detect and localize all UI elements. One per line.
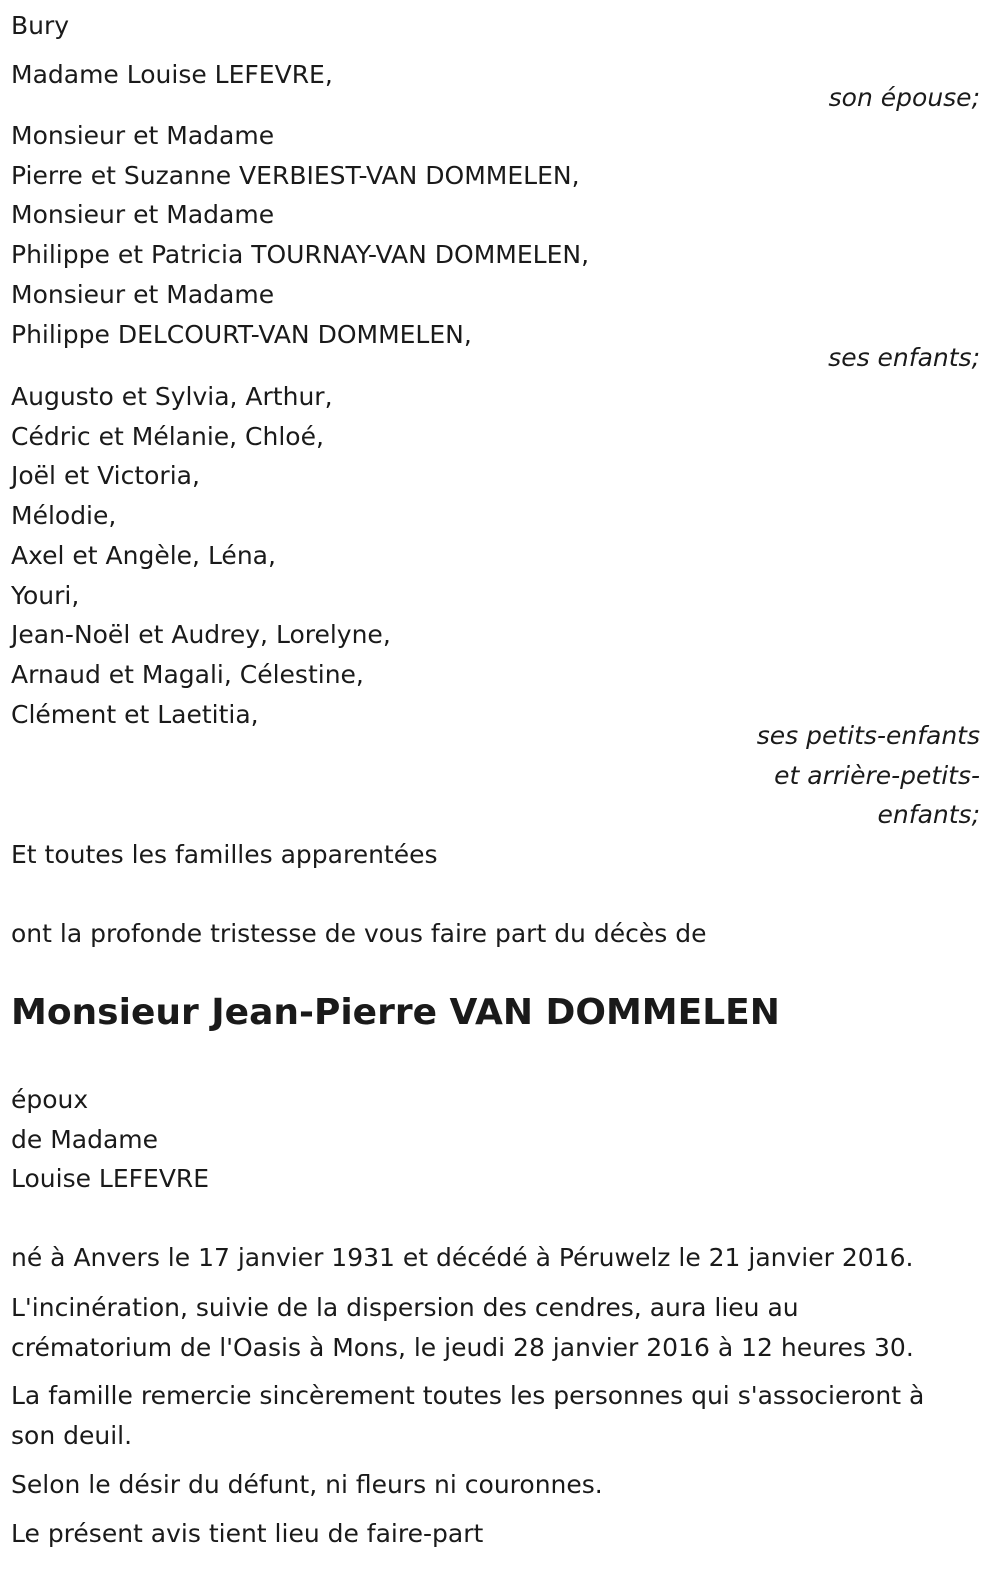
- child-line: Philippe et Patricia TOURNAY-VAN DOMMELEN,: [11, 240, 590, 270]
- grandchild-line: Arnaud et Magali, Célestine,: [11, 659, 364, 689]
- flowers-line: Selon le désir du défunt, ni fleurs ni couronnes.: [11, 1470, 603, 1499]
- child-line: Monsieur et Madame: [11, 279, 275, 309]
- notice-line: Le présent avis tient lieu de faire-part: [11, 1519, 484, 1548]
- grandchild-line: Cédric et Mélanie, Chloé,: [11, 421, 324, 451]
- grandchildren-relation-line: ses petits-enfants: [756, 721, 980, 750]
- grandchild-line: Jean-Noël et Audrey, Lorelyne,: [11, 620, 391, 650]
- grandchild-line: Clément et Laetitia,: [11, 699, 259, 729]
- grandchildren-list: [11, 377, 391, 734]
- grandchild-line: Mélodie,: [11, 501, 117, 531]
- thanks-line: La famille remercie sincèrement toutes les personnes qui s'associeront à: [11, 1381, 925, 1410]
- cremation-line: crématorium de l'Oasis à Mons, le jeudi 28 janvier 2016 à 12 heures 30.: [11, 1332, 914, 1362]
- child-line: Philippe DELCOURT-VAN DOMMELEN,: [11, 319, 472, 349]
- children-relation: ses enfants;: [828, 343, 980, 372]
- cremation-line: L'incinération, suivie de la dispersion des cendres, aura lieu au: [11, 1293, 799, 1322]
- child-line: Monsieur et Madame: [11, 200, 275, 230]
- child-line: Pierre et Suzanne VERBIEST-VAN DOMMELEN,: [11, 160, 580, 190]
- grandchild-line: Axel et Angèle, Léna,: [11, 540, 276, 570]
- families-line: Et toutes les familles apparentées: [11, 840, 438, 869]
- grandchildren-relation-line: enfants;: [877, 800, 980, 830]
- children-list: [11, 116, 589, 354]
- grandchild-line: Joël et Victoria,: [11, 461, 200, 491]
- grandchildren-relation-line: et arrière-petits-: [774, 760, 980, 790]
- spouse-of-line: de Madame: [11, 1124, 159, 1154]
- thanks-paragraph: [11, 1376, 924, 1455]
- grandchild-line: Youri,: [11, 580, 80, 610]
- child-line: Monsieur et Madame: [11, 121, 275, 150]
- announcement-line: ont la profonde tristesse de vous faire part du décès de: [11, 919, 707, 948]
- grandchild-line: Augusto et Sylvia, Arthur,: [11, 382, 333, 411]
- spouse-name: Madame Louise LEFEVRE,: [11, 60, 333, 89]
- spouse-of-line: Louise LEFEVRE: [11, 1164, 210, 1194]
- birth-death-line: né à Anvers le 17 janvier 1931 et décédé à Péruwelz le 21 janvier 2016.: [11, 1243, 914, 1272]
- grandchildren-relation: [11, 716, 980, 835]
- spouse-relation: son épouse;: [828, 83, 980, 112]
- spouse-of-line: époux: [11, 1085, 89, 1114]
- thanks-line: son deuil.: [11, 1420, 133, 1450]
- spouse-of-block: [11, 1080, 209, 1199]
- cremation-paragraph: [11, 1288, 914, 1367]
- deceased-name: Monsieur Jean-Pierre VAN DOMMELEN: [11, 992, 780, 1033]
- location: Bury: [11, 11, 70, 40]
